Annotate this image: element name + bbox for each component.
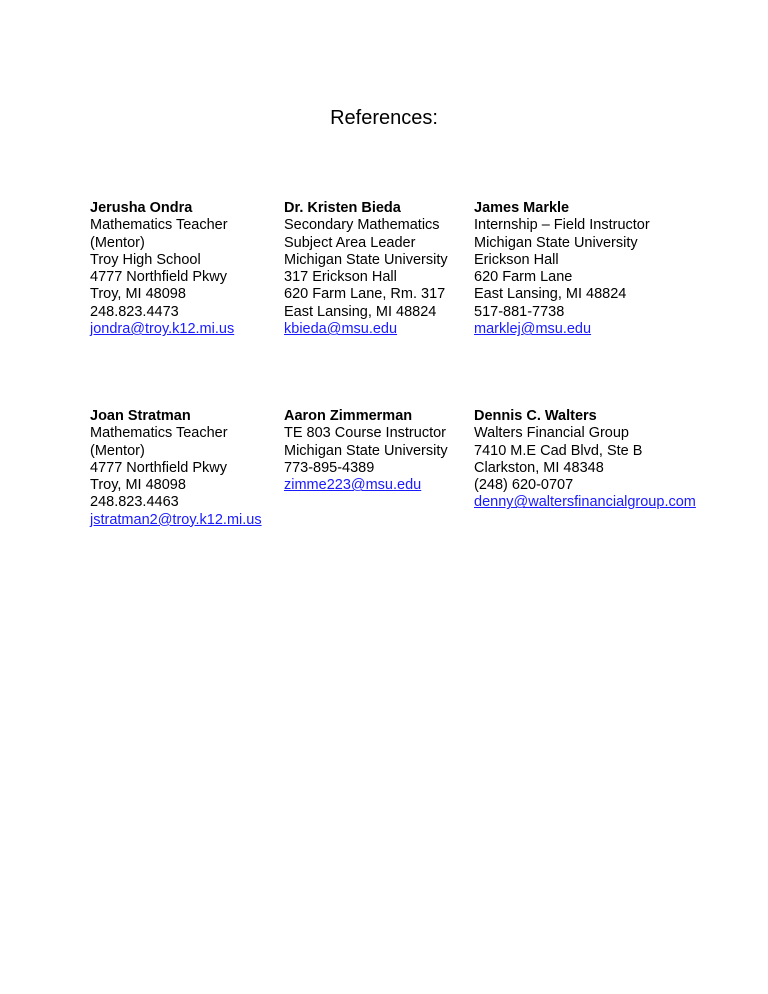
reference-email-link[interactable]: denny@waltersfinancialgroup.com bbox=[474, 494, 696, 511]
reference-line: 317 Erickson Hall bbox=[284, 269, 397, 286]
reference-card bbox=[90, 408, 262, 529]
reference-line: 620 Farm Lane bbox=[474, 269, 573, 286]
reference-line: Troy, MI 48098 bbox=[90, 286, 186, 303]
reference-line: East Lansing, MI 48824 bbox=[284, 303, 437, 320]
reference-line: Walters Financial Group bbox=[474, 425, 629, 442]
reference-card bbox=[474, 200, 650, 338]
reference-line: 7410 M.E Cad Blvd, Ste B bbox=[474, 442, 643, 459]
reference-line: 773-895-4389 bbox=[284, 459, 375, 476]
reference-name: Dr. Kristen Bieda bbox=[284, 200, 401, 216]
reference-line: Secondary Mathematics bbox=[284, 217, 440, 234]
reference-card bbox=[474, 408, 696, 512]
reference-line: 4777 Northfield Pkwy bbox=[90, 269, 228, 286]
reference-line: Clarkston, MI 48348 bbox=[474, 459, 604, 476]
reference-card bbox=[90, 200, 234, 338]
page-title: References: bbox=[330, 107, 438, 129]
reference-email-link[interactable]: kbieda@msu.edu bbox=[284, 321, 398, 338]
reference-line: 620 Farm Lane, Rm. 317 bbox=[284, 286, 446, 303]
reference-line: Mathematics Teacher bbox=[90, 425, 228, 442]
reference-line: Mathematics Teacher bbox=[90, 217, 228, 234]
reference-name: Aaron Zimmerman bbox=[284, 408, 413, 424]
reference-line: 248.823.4473 bbox=[90, 303, 179, 320]
reference-line: Michigan State University bbox=[474, 234, 638, 251]
reference-line: TE 803 Course Instructor bbox=[284, 425, 446, 442]
reference-line: (Mentor) bbox=[90, 442, 145, 459]
reference-line: Troy, MI 48098 bbox=[90, 477, 186, 494]
reference-line: Troy High School bbox=[90, 251, 201, 268]
reference-line: 248.823.4463 bbox=[90, 494, 179, 511]
reference-name: James Markle bbox=[474, 200, 570, 216]
reference-email-link[interactable]: marklej@msu.edu bbox=[474, 321, 592, 338]
reference-email-link[interactable]: jondra@troy.k12.mi.us bbox=[90, 321, 235, 338]
reference-line: Michigan State University bbox=[284, 442, 448, 459]
reference-email-link[interactable]: jstratman2@troy.k12.mi.us bbox=[90, 511, 262, 528]
reference-card bbox=[284, 200, 448, 338]
reference-line: 4777 Northfield Pkwy bbox=[90, 459, 228, 476]
reference-line: (248) 620-0707 bbox=[474, 477, 574, 494]
reference-email-link[interactable]: zimme223@msu.edu bbox=[284, 477, 422, 494]
reference-line: Michigan State University bbox=[284, 251, 448, 268]
reference-name: Dennis C. Walters bbox=[474, 408, 597, 424]
reference-line: Erickson Hall bbox=[474, 251, 559, 268]
reference-line: East Lansing, MI 48824 bbox=[474, 286, 627, 303]
reference-line: Subject Area Leader bbox=[284, 234, 416, 251]
reference-name: Joan Stratman bbox=[90, 408, 191, 424]
reference-line: Internship – Field Instructor bbox=[474, 217, 650, 234]
reference-line: (Mentor) bbox=[90, 234, 145, 251]
reference-name: Jerusha Ondra bbox=[90, 200, 193, 216]
reference-card bbox=[284, 408, 448, 494]
reference-line: 517-881-7738 bbox=[474, 303, 565, 320]
